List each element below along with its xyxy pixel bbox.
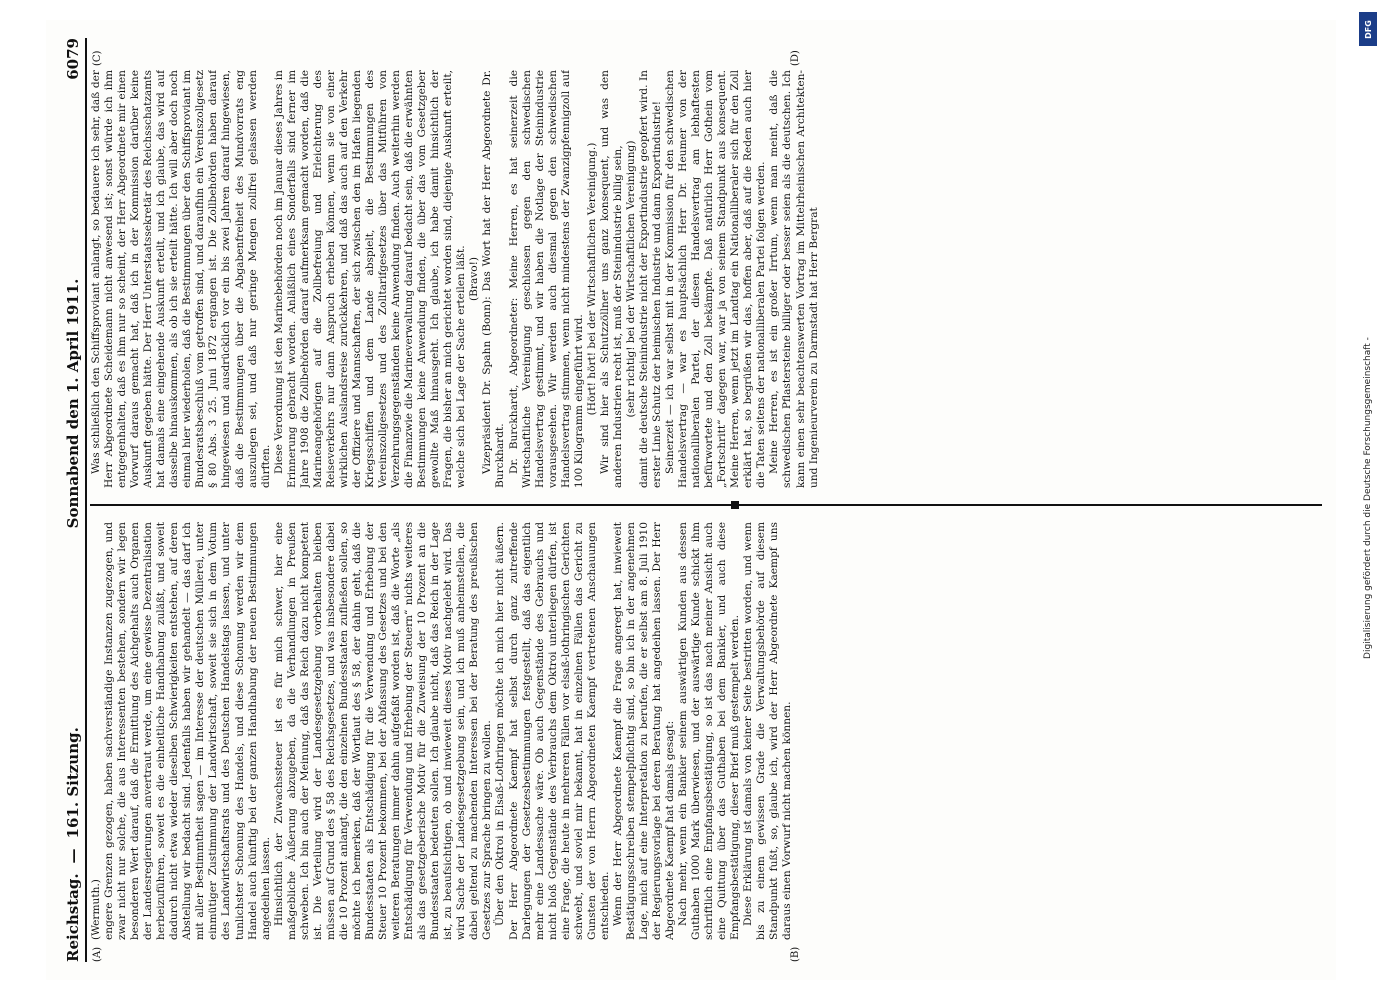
right-paragraph-1: Was schließlich den Schiffsproviant anlangt, so bedauere ich sehr, daß der Herr Abgeordnete Scheidemann nicht anwesend ist; sonst würde ich ihm entgegenhalten, daß es ihm nur so scheint, der Herr Abgeordnete mir einen Vorwurf daraus gemacht hat, daß ich in der Kommission darüber keine Auskunft gegeben hätte. Der Herr Unterstaatssekretär des Reichsschatzamts hat damals eine eingehende Auskunft erteilt, und ich glaube, das wird auf dasselbe hinauskommen, als ob ich sie erteilt hätte. Ich will aber doch noch einmal hier wiederholen, daß die Bestimmungen über den Schiffsproviant im Bundesratsbeschluß vom getroffen sind, und daraufhin ein Vereinszollgesetz § 80 Abs. 3 25. Juni 1872 ergangen ist. Die Zollbehörden haben darauf hingewiesen und ausdrücklich vor ein bis zwei Jahren darauf hingewiesen, daß die Bestimmungen über die Abgabenfreiheit des Mundvorrats eng auszulegen sei, und daß nur geringe Mengen zollfrei gelassen werden dürften. xyxy=(90,70,272,488)
dfg-logo: DFG xyxy=(1359,12,1377,46)
page-number: 6079 xyxy=(64,38,82,80)
header-left xyxy=(64,727,82,962)
divider-marker xyxy=(731,501,739,509)
rotated-document-page xyxy=(46,20,1336,980)
right-column xyxy=(90,70,1322,488)
left-paragraph-2: Hinsichtlich der Zuwachssteuer ist es für mich schwer, hier eine maßgebliche Äußerung abzugeben, da die Verhandlungen in Preußen schweben. Ich bin auch der Meinung, daß das Reich dazu nicht kompetent ist. Die Verteilung wird der Landesgesetzgebung vorbehalten bleiben müssen auf Grund des § 58 des Reichsgesetzes, und was insbesondere dabei die 10 Prozent anlangt, die den einzelnen Bundesstaaten zufließen sollen, so möchte ich bemerken, daß der Wortlaut des § 58, der dahin geht, daß die Bundesstaaten als Entschädigung für die Verwendung und Erhebung der Steuer 10 Prozent bekommen, bei der Abfassung des Gesetzes und bei den weiteren Beratungen immer dahin aufgefaßt worden ist, daß die Worte „als Entschädigung für Verwendung und Erhebung der Steuern“ nichts weiteres als das gesetzgeberische Motiv für die Zuweisung der 10 Prozent an die Bundesstaaten bedeuten sollen. Ich glaube nicht, daß das Reich in der Lage ist, zu beaufsichtigen, ob und inwieweit dieses Motiv nachgelebt wird. Das wird Sache der Landesgesetzgebung sein, und ich muß anheimstellen, die dabei geltend zu machenden Interessen bei der Beratung des preußischen Gesetzes zur Sprache bringen zu wollen. xyxy=(272,522,494,940)
margin-marker-d: (D) xyxy=(790,50,801,66)
right-paragraph-7: Seinerzeit — ich war selbst mit in der Kommission für den schwedischen Handelsvertrag — war es hauptsächlich Herr Dr. Heumer von der nationalliberalen Partei, der diesen Handelsvertrag am lebhaftesten befürwortete und den Zoll bekämpfte. Daß natürlich Herr Gothein vom „Fortschritt“ dagegen war, war ja von seinem Standpunkt aus konsequent. Meine Herren, wenn jetzt im Landtag ein Nationalliberaler sich für den Zoll erklärt hat, so begrüßen wir das, hoffen aber, daß auf die Reden auch hier die Taten seitens der nationalliberalen Partei folgen werden. xyxy=(664,70,768,488)
session-number: 161. Sitzung. xyxy=(64,727,82,839)
left-quote: Nach mehr, wenn ein Bankier seinem auswärtigen Kunden aus dessen Guthaben 1000 Mark überwiesen, und der auswärtige Kunde schickt ihm schriftlich eine Empfangsbestätigung, so ist das nach meiner Ansicht auch eine Quittung über das Guthaben bei dem Bankier, und auch diese Empfangsbestätigung, dieser Brief muß gestempelt werden. xyxy=(677,522,742,940)
left-paragraph-1: engere Grenzen gezogen, haben sachverständige Instanzen zugezogen, und zwar nicht nur solche, die aus Interessenten bestehen, sondern wir legen besonderen Wert darauf, daß die Ermittlung des Aichgehalts auch Organen der Landesregierungen anvertraut werde, um eine gewisse Dezentralisation herbeizuführen, soweit es die einheitliche Handhabung zuläßt, und soweit dadurch nicht etwa wieder dieselben Schwierigkeiten entstehen, auf deren Abstellung wir bedacht sind. Jedenfalls haben wir gehandelt — das darf ich mit aller Bestimmtheit sagen — im Interesse der deutschen Müllerei, unter einmütiger Zustimmung der Landwirtschaft, soweit sie sich in dem Votum des Landwirtschaftsrats und des Deutschen Handelstags lassen, und unter tunlichster Schonung des Handels, und diese Schonung werden wir dem Handel auch künftig bei der ganzen Handhabung der neuen Bestimmungen angedeihen lassen. xyxy=(103,522,272,940)
column-divider xyxy=(90,504,1322,506)
right-paragraph-8: Meine Herren, es ist ein großer Irrtum, wenn man meint, daß die schwedischen Pflastersteine billiger oder besser seien als die deutschen. Ich kann einen sehr beachtenswerten Vortrag im Mittelrheinischen Architekten- und Ingenieurverein zu Darmstadt hat Herr Bergrat xyxy=(768,70,820,488)
interjection-1: (Hört! hört! bei der Wirtschaftlichen Vereinigung.) xyxy=(585,142,598,416)
right-paragraph-2: Diese Verordnung ist den Marinebehörden noch im Januar dieses Jahres in Erinnerung gebracht worden. Anläßlich eines Sonderfalls sind ferner im Jahre 1908 die Zollbehörden darauf aufmerksam gemacht worden, daß die Marineangehörigen auf die Zollbefreiung und Erleichterung des Reiseverkehrs nur dann Anspruch erheben können, wenn sie von einer wirklichen Auslandsreise zurückkehren, und daß das auch auf den Verkehr der Offiziere und Mannschaften, der sich zwischen den im Hafen liegenden Kriegsschiffen und dem Lande abspielt, die Bestimmungen des Vereinszollgesetzes und des Zolltarifgesetzes über das Mitführen von Verzehrungsgegenständen keine Anwendung finden. Auch weiterhin werden die Finanzwie die Marineverwaltung darauf bedacht sein, daß die erwähnten Bestimmungen keine Anwendung finden, die über das vom Gesetzgeber gewollte Maß hinausgeht. Ich glaube, ich habe damit hinsichtlich der Fragen, die bisher an mich gerichtet worden sind, diejenige Auskunft erteilt, welche sich bei Lage der Sache erteilen läßt. xyxy=(272,70,468,488)
right-paragraph-4: Dr. Burckhardt, Abgeordneter: Meine Herren, es hat seinerzeit die Wirtschaftliche Vereinigung geschlossen gegen den schwedischen Handelsvertrag gestimmt, und wir haben die Notlage der Steinindustrie vorausgesehen. Wir werden auch diesmal gegen den schwedischen Handelsvertrag stimmen, wenn nicht mindestens der Zwanzigpfennigzoll auf 100 Kilogramm eingeführt wird. xyxy=(507,70,585,488)
page-header xyxy=(56,38,87,962)
digitization-credit-text: Digitalisierung gefördert durch die Deutsche Forschungsgemeinschaft - xyxy=(1363,337,1373,659)
applause-note: (Bravo!) xyxy=(468,256,481,302)
right-paragraph-5: Wir sind hier als Schutzzöllner uns ganz konsequent, und was den anderen Industrien recht ist, muß der Steinindustrie billig sein, xyxy=(598,70,624,488)
left-paragraph-4: Wenn der Herr Abgeordnete Kaempf die Frage angeregt hat, inwieweit Bestätigungsschreiben stempelpflichtig sind, so bin ich in der angenehmen Lage, mich auf eine Interpretation zu berufen, die er selbst am 8. Juli 1910 der Regierungsvorlage bei deren Beratung hat angedeihen lassen. Der Herr Abgeordnete Kaempf hat damals gesagt: xyxy=(611,522,677,940)
session-date: Sonnabend den 1. April 1911. xyxy=(64,278,82,529)
interjection-2: (sehr richtig! bei der Wirtschaftlichen Vereinigung) xyxy=(624,140,637,418)
header-dash: — xyxy=(64,848,82,864)
margin-marker-c: (C) xyxy=(92,50,103,66)
right-paragraph-6: damit die deutsche Steinindustrie nicht der Exportindustrie geopfert wird. In erster Linie Schutz der heimischen Industrie und dann Exportindustrie! xyxy=(637,70,664,488)
publication-title: Reichstag. xyxy=(64,873,82,962)
margin-marker-b: (B) xyxy=(790,946,801,962)
left-paragraph-5: Diese Erklärung ist damals von keiner Seite bestritten worden, und wenn bis zu einem gewissen Grade die Verwaltungsbehörde auf diesem Standpunkt fußt, so, glaube ich, wird der Herr Abgeordnete Kaempf uns daraus einen Vorwurf nicht machen können. xyxy=(742,522,794,940)
right-paragraph-3: Vizepräsident Dr. Spahn (Bonn): Das Wort hat der Herr Abgeordnete Dr. Burckhardt. xyxy=(481,70,507,488)
left-column xyxy=(90,522,1322,940)
left-paragraph-3: Über den Oktroi in Elsaß-Lothringen möchte ich mich hier nicht äußern. Der Herr Abgeordnete Kaempf hat selbst durch ganz zutreffende Darlegungen der Gesetzesbestimmungen festgestellt, daß das eigentlich mehr eine Landessache wäre. Ob auch Gegenstände des Gebrauchs und nicht bloß Gegenstände des Verbrauchs dem Oktroi unterliegen dürfen, ist eine Frage, die heute in mehreren Fällen vor elsaß-lothringischen Gerichten schwebt, und soviel mir bekannt, hat in einzelnen Fällen das Gericht zu Gunsten der von Herrn Abgeordneten Kaempf vertretenen Anschauungen entschieden. xyxy=(494,522,611,940)
margin-marker-a: (A) xyxy=(92,946,103,962)
digitization-credit xyxy=(1355,8,1381,988)
speaker-tag: (Wermuth.) xyxy=(90,879,102,940)
text-columns xyxy=(90,38,1322,962)
